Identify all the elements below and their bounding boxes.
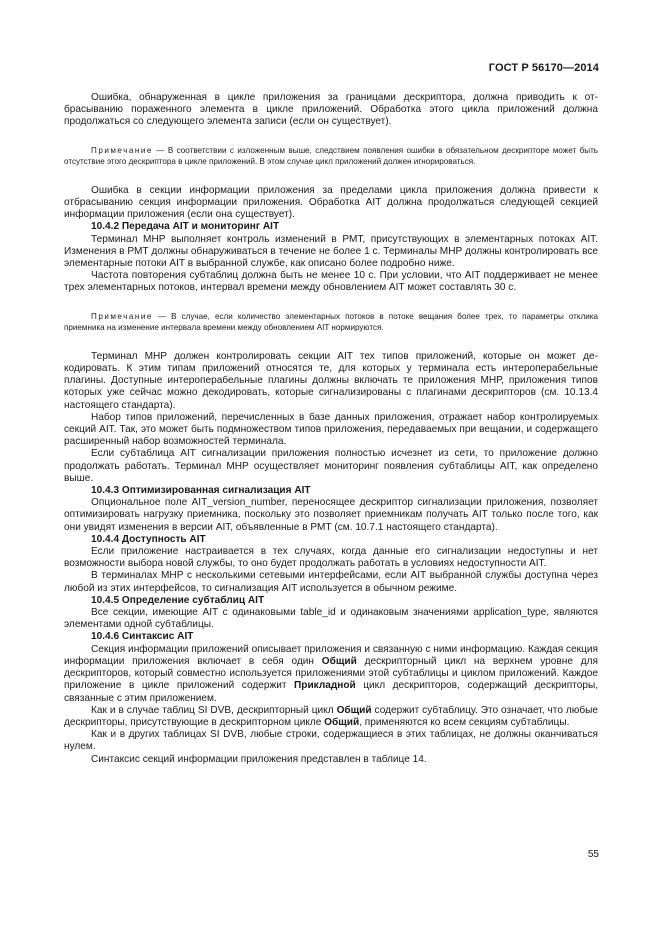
note-text: — В соответствии с изложенным выше, следствием появления ошибки в обязательном дескрипторе может быть отсутствие этого дескриптора в цикле приложений. В этом случае цикл приложений должен игнорироваться. [64,145,598,167]
paragraph: Как и в других таблицах SI DVB, любые строки, содержащиеся в этих таблицах, не должны оканчиваться нулем. [64,729,598,753]
bold-term: Общий [336,704,372,716]
paragraph: Все секции, имеющие AIT с одинаковыми table_id и одинаковым значениями application_type, являются элементами одной субтаблицы. [64,607,598,631]
paragraph: В терминалах МНР с несколькими сетевыми интерфейсами, если AIT выбранной службы доступна через любой из этих интерфейсов, то сигнализация AIT используется в обычном режиме. [64,570,598,594]
bold-term: Общий [321,655,357,667]
section-heading: 10.4.2 Передача AIT и мониторинг AIT [91,221,280,233]
bold-term: Общий [324,716,360,728]
text-run: , применяются ко всем секциям субтаблицы. [359,716,570,728]
paragraph: Если субтаблица AIT сигнализации приложения полностью исчезнет из сети, то приложение должно продолжать работать. Терминал МНР осуществляет мониторинг появления субтаблицы AIT, как определено выше. [64,448,598,484]
standard-designation: ГОСТ Р 56170—2014 [488,62,599,74]
note-label: Примечание [91,311,153,321]
text-run: Как и в случае таблиц SI DVB, дескрипторный цикл [91,704,337,716]
note [64,145,598,168]
paragraph: Набор типов приложений, перечисленных в базе данных приложения, отражает набор контролируемых секций AIT. Так, это может быть подмножеством типов приложения, передаваемых при вещании, и содержащего расширенный набор возможностей терминала. [64,411,598,448]
paragraph: Ошибка в секции информации приложения за пределами цикла приложения должна привести к отбрасыванию секция информации приложения. Обработка AIT должна продолжаться следующей секцией информации приложения (если она существует). [64,184,598,221]
note-label: Примечание [91,145,153,155]
paragraph [64,644,598,705]
section-heading: 10.4.6 Синтаксис AIT [91,631,194,643]
text-run: содержит субтаблицу. Это означает, что любые дескрипторы, присутствующие в дескрипторном цикле [64,704,598,728]
paragraph: Терминал МНР должен контролировать секции AIT тех типов приложений, которые он может декодировать. К этим типам приложений относятся те, для которых у терминала есть интероперабельные плагины. Доступные интероперабельные плагины должны включать те приложения МНР, приложения типов которых уже сейчас можно декодировать, которые сигнализированы с плагинами дескрипторов (см. 10.13.4 настоящего стандарта). [64,350,598,411]
note [64,311,598,334]
paragraph: Ошибка, обнаруженная в цикле приложения за границами дескриптора, должна приводить к отбрасыванию пораженного элемента в цикле приложений. Обработка этого цикла приложений должна продолжаться со следующего элемента записи (если он существует). [64,92,598,128]
text-run: Секция информации приложений описывает приложения и связанную с ними информацию. Каждая секция информации приложения включает в себя один [64,643,598,667]
bold-term: Прикладной [294,680,356,692]
section-heading: 10.4.4 Доступность AIT [91,533,206,545]
page-number: 55 [587,849,599,860]
section-heading: 10.4.5 Определение субтаблиц AIT [91,594,265,606]
document-body [64,92,598,766]
paragraph: Синтаксис секций информации приложения представлен в таблице 14. [91,753,427,765]
paragraph: Опциональное поле AIT_version_number, переносящее дескриптор сигнализации приложения, позволяет оптимизировать нагрузку приемника, поскольку это позволяет приемникам получать AIT только после того, как они увидят изменения в версии AIT, объявленные в РМТ (см. 10.7.1 настоящего стандарта). [64,497,598,533]
note-text: — В случае, если количество элементарных потоков в потоке вещания более трех, то параметры отклика приемника на изменение интервала времени между обновлением AIT нормируются. [64,311,598,333]
section-heading: 10.4.3 Оптимизированная сигнализация AIT [91,485,311,497]
text-run: цикл дескрипторов, содержащий дескрипторы, связанные с этим приложением. [64,680,599,704]
paragraph: Терминал МНР выполняет контроль изменений в РМТ, присутствующих в элементарных потоках AIT. Изменения в РМТ должны обнаруживаться в течение не более 1 с. Терминалы МНР должны контролировать все элементарные потоки AIT в выбранной службе, как описано более подробно ниже. [64,233,598,270]
paragraph: Если приложение настраивается в тех случаях, когда данные его сигнализации недоступны и нет возможности выбора новой службы, то оно будет продолжать работать в условиях недоступности AIT. [64,546,598,570]
text-run: дескрипторный цикл на верхнем уровне для дескрипторов, который совместно используется приложениями этой субтаблицы и циклом приложений. Каждое приложение в цикле приложений содержит [64,655,598,692]
paragraph [64,705,598,729]
paragraph: Частота повторения субтаблиц должна быть не менее 10 с. При условии, что AIT поддерживает не менее трех элементарных потоков, интервал времени между обновлением AIT может составлять 30 с. [64,270,598,294]
